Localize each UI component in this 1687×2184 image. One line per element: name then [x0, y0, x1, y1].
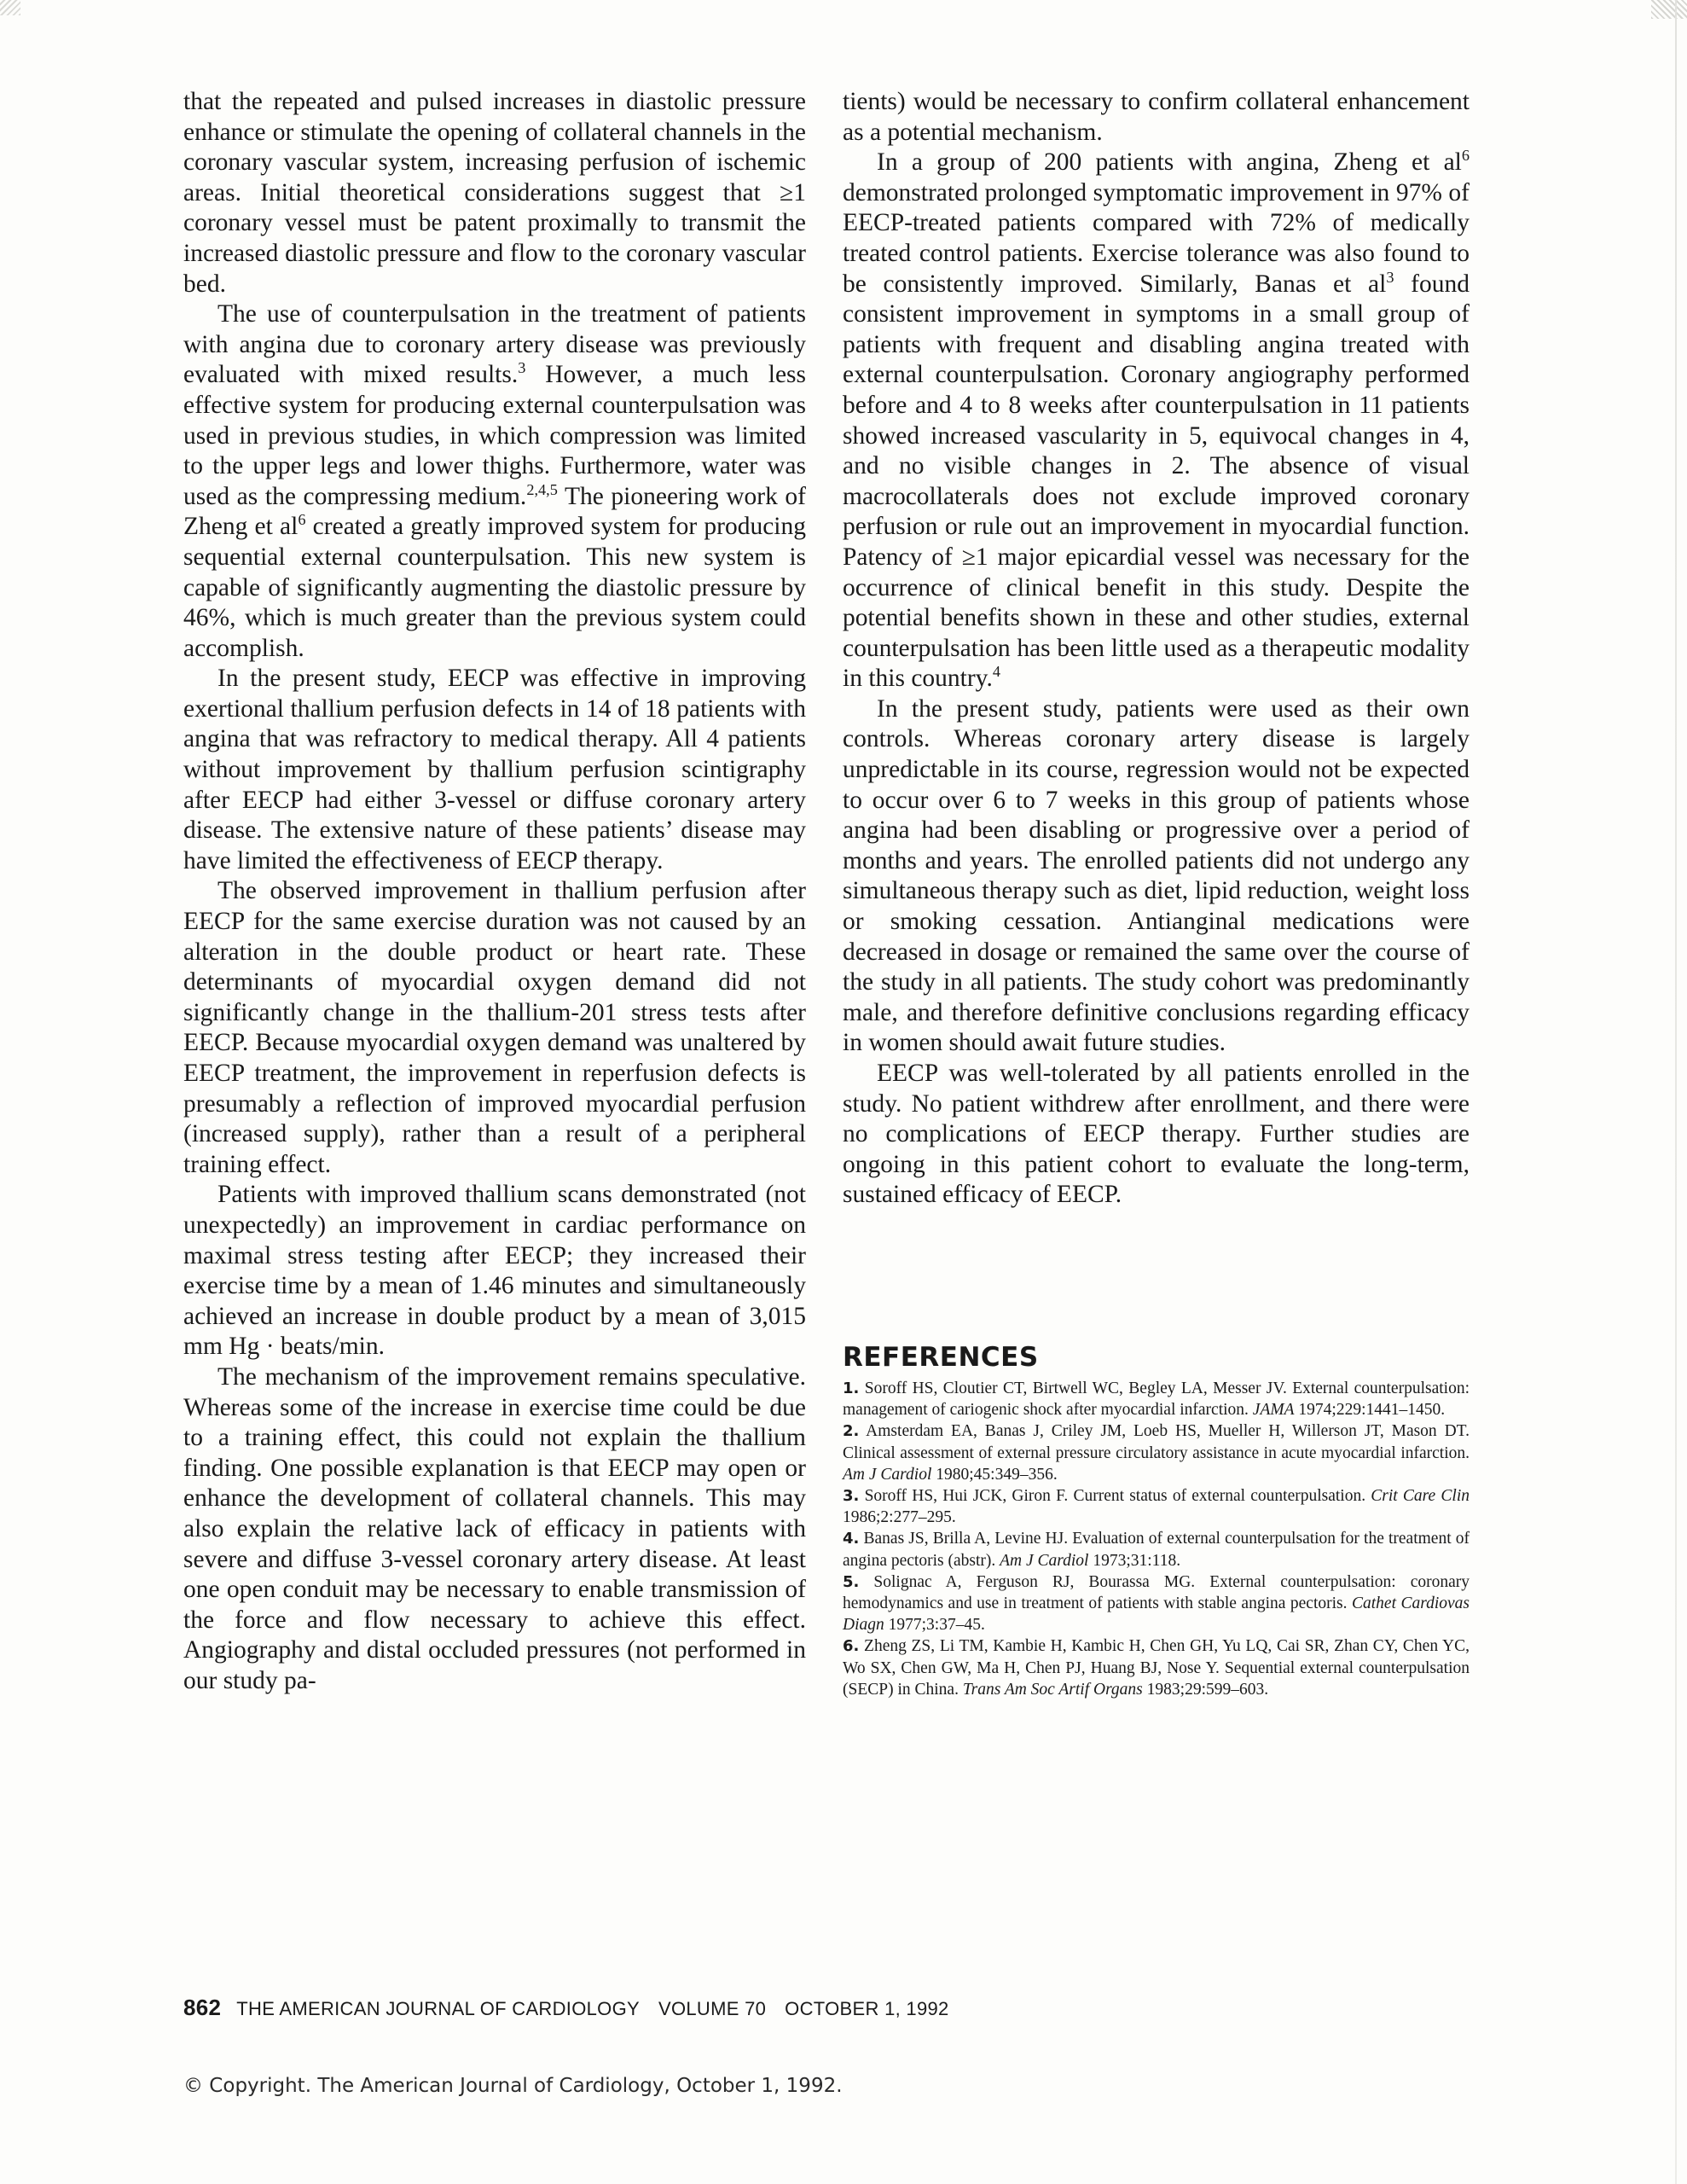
paragraph: [183, 299, 806, 664]
reference-text: Soroff HS, Hui JCK, Giron F. Current status of external counterpulsation.: [859, 1487, 1371, 1506]
paragraph: The observed improvement in thallium perfusion after EECP for the same exercise duration was not caused by an alteration in the double product or heart rate. These determinants of myocardial oxygen demand did not significantly change in the thallium-201 stress tests after EECP. Because myocardial oxygen demand was unaltered by EECP treatment, the improvement in reperfusion defects is presumably a reflection of improved myocardial perfusion (increased supply), rather than a result of a peripheral training effect.: [183, 877, 806, 1178]
reference-journal: Cathet Cardiovas Diagn: [843, 1594, 1470, 1635]
text-run: The pioneering work of Zheng et al: [183, 482, 807, 541]
references-section: [843, 1342, 1470, 1700]
citation-superscript: 3: [518, 359, 526, 377]
scan-page-edge: [1675, 0, 1677, 2184]
reference-journal: Crit Care Clin: [1371, 1487, 1470, 1506]
reference-item: [843, 1635, 1470, 1700]
reference-journal: JAMA: [1252, 1401, 1295, 1420]
reference-number: 1.: [843, 1380, 860, 1397]
text-run: However, a much less effective system for producing external counterpulsation was used in previous studies, in which compression was limited to the upper legs and lower thighs. Furthermore, water was used as the compressing medium.: [183, 361, 807, 510]
reference-citation: 1983;29:599–603.: [1142, 1680, 1269, 1699]
reference-item: [843, 1420, 1470, 1485]
copyright-notice: © Copyright. The American Journal of Cardiology, October 1, 1992.: [183, 2075, 843, 2097]
reference-item: [843, 1485, 1470, 1528]
reference-citation: 1986;2:277–295.: [843, 1508, 956, 1527]
scan-corner-mark: [1651, 0, 1687, 19]
reference-citation: 1977;3:37–45.: [884, 1616, 985, 1635]
page-footer: [183, 1995, 949, 2021]
reference-item: [843, 1528, 1470, 1571]
text-run: demonstrated prolonged symptomatic improvement in 97% of EECP-treated patients compared with 72% of medically treated control patients. Exercise tolerance was also found to be consistently improved. Similarly, Banas et al: [843, 178, 1470, 298]
text-run: In a group of 200 patients with angina, Zheng et al: [877, 148, 1462, 177]
paragraph: EECP was well-tolerated by all patients enrolled in the study. No patient withdrew after enrollment, and there were no complications of EECP therapy. Further studies are ongoing in this patient cohort to evaluate the long-term, sustained efficacy of EECP.: [843, 1060, 1470, 1209]
citation-superscript: 2,4,5: [526, 480, 558, 498]
text-run: found consistent improvement in symptoms in a small group of patients with frequent and disabling angina treated with external counterpulsation. Coronary angiography performed before and 4 to 8 weeks after counterpulsation in 11 patients showed increased vascularity in 5, equivocal changes in 4, and no visible changes in 2. The absence of visual macrocollaterals does not exclude improved coronary perfusion or rule out an improvement in myocardial function. Patency of ≥1 major epicardial vessel was necessary for the occurrence of clinical benefit in this study. Despite the potential benefits shown in these and other studies, external counterpulsation has been little used as a therapeutic modality in this country.: [843, 270, 1470, 693]
scan-corner-mark: [0, 0, 20, 15]
paragraph: The mechanism of the improvement remains speculative. Whereas some of the increase in exercise time could be due to a training effect, this could not explain the thallium finding. One possible explanation is that EECP may open or enhance the development of collateral channels. This may also explain the relative lack of efficacy in patients with severe and diffuse 3-vessel coronary artery disease. At least one open conduit may be necessary to enable transmission of the force and flow necessary to achieve this effect. Angiography and distal occluded pressures (not performed in our study pa-: [183, 1362, 806, 1694]
left-column: [183, 87, 806, 1696]
references-heading: REFERENCES: [843, 1342, 1039, 1373]
reference-journal: Trans Am Soc Artif Organs: [962, 1680, 1143, 1699]
citation-superscript: 6: [298, 511, 306, 529]
reference-list: [843, 1378, 1470, 1700]
reference-citation: 1980;45:349–356.: [931, 1465, 1058, 1484]
volume: VOLUME 70: [658, 1998, 767, 2019]
reference-item: [843, 1378, 1470, 1420]
reference-text: Amsterdam EA, Banas J, Criley JM, Loeb HS, Mueller H, Willerson JT, Mason DT. Clinical assessment of external pressure circulatory assistance in acute myocardial infarction.: [843, 1422, 1470, 1462]
text-run: The use of counterpulsation in the treatment of patients with angina due to coronary artery disease was previously evaluated with mixed results.: [183, 300, 806, 389]
paragraph: that the repeated and pulsed increases in diastolic pressure enhance or stimulate the opening of collateral channels in the coronary vascular system, increasing perfusion of ischemic areas. Initial theoretical considerations suggest that ≥1 coronary vessel must be patent proximally to transmit the increased diastolic pressure and flow to the coronary vascular bed.: [183, 88, 806, 298]
journal-name: THE AMERICAN JOURNAL OF CARDIOLOGY: [236, 1998, 640, 2019]
citation-superscript: 6: [1461, 147, 1470, 165]
issue-date: OCTOBER 1, 1992: [785, 1998, 949, 2019]
paragraph: In the present study, EECP was effective in improving exertional thallium perfusion defects in 14 of 18 patients with angina that was refractory to medical therapy. All 4 patients without improvement by thallium perfusion scintigraphy after EECP had either 3-vessel or diffuse coronary artery disease. The extensive nature of these patients’ disease may have limited the effectiveness of EECP therapy.: [183, 665, 806, 874]
reference-number: 5.: [843, 1572, 860, 1591]
reference-item: [843, 1571, 1470, 1636]
reference-journal: Am J Cardiol: [1000, 1551, 1089, 1570]
reference-text: Solignac A, Ferguson RJ, Bourassa MG. External counterpulsation: coronary hemodynamics and use in treatment of patients with stable angina pectoris.: [843, 1572, 1470, 1613]
paragraph: tients) would be necessary to confirm collateral enhancement as a potential mechanism.: [843, 88, 1470, 146]
paragraph: In the present study, patients were used as their own controls. Whereas coronary artery disease is largely unpredictable in its course, regression would not be expected to occur over 6 to 7 weeks in this group of patients whose angina had been disabling or progressive over a period of months and years. The enrolled patients did not undergo any simultaneous therapy such as diet, lipid reduction, weight loss or smoking cessation. Antianginal medications were decreased in dosage or remained the same over the course of the study in all patients. The study cohort was predominantly male, and therefore definitive conclusions regarding efficacy in women should await future studies.: [843, 694, 1470, 1057]
reference-number: 2.: [843, 1422, 860, 1441]
paragraph: [843, 148, 1470, 694]
page-number: 862: [183, 1995, 222, 2020]
reference-text: Soroff HS, Cloutier CT, Birtwell WC, Begley LA, Messer JV. External counterpulsation: management of cariogenic shock after myocardial infarction.: [843, 1380, 1470, 1420]
citation-superscript: 3: [1386, 268, 1394, 286]
text-run: created a greatly improved system for producing sequential external counterpulsation. This new system is capable of significantly augmenting the diastolic pressure by 46%, which is much greater than the previous system could accomplish.: [183, 513, 807, 662]
reference-text: Zheng ZS, Li TM, Kambie H, Kambic H, Chen GH, Yu LQ, Cai SR, Zhan CY, Chen YC, Wo SX, Chen GW, Ma H, Chen PJ, Huang BJ, Nose Y. Sequential external counterpulsation (SECP) in China.: [843, 1637, 1470, 1699]
reference-text: Banas JS, Brilla A, Levine HJ. Evaluation of external counterpulsation for the treatment of angina pectoris (abstr).: [843, 1530, 1470, 1570]
reference-citation: 1974;229:1441–1450.: [1294, 1401, 1446, 1420]
right-column: [843, 87, 1470, 1211]
reference-number: 4.: [843, 1530, 860, 1548]
paragraph: Patients with improved thallium scans demonstrated (not unexpectedly) an improvement in cardiac performance on maximal stress testing after EECP; they increased their exercise time by a mean of 1.46 minutes and simultaneously achieved an increase in double product by a mean of 3,015 mm Hg · beats/min.: [183, 1181, 806, 1361]
reference-journal: Am J Cardiol: [843, 1465, 932, 1484]
reference-number: 3.: [843, 1487, 860, 1506]
reference-citation: 1973;31:118.: [1088, 1551, 1181, 1570]
reference-number: 6.: [843, 1637, 860, 1656]
citation-superscript: 4: [992, 663, 1001, 681]
